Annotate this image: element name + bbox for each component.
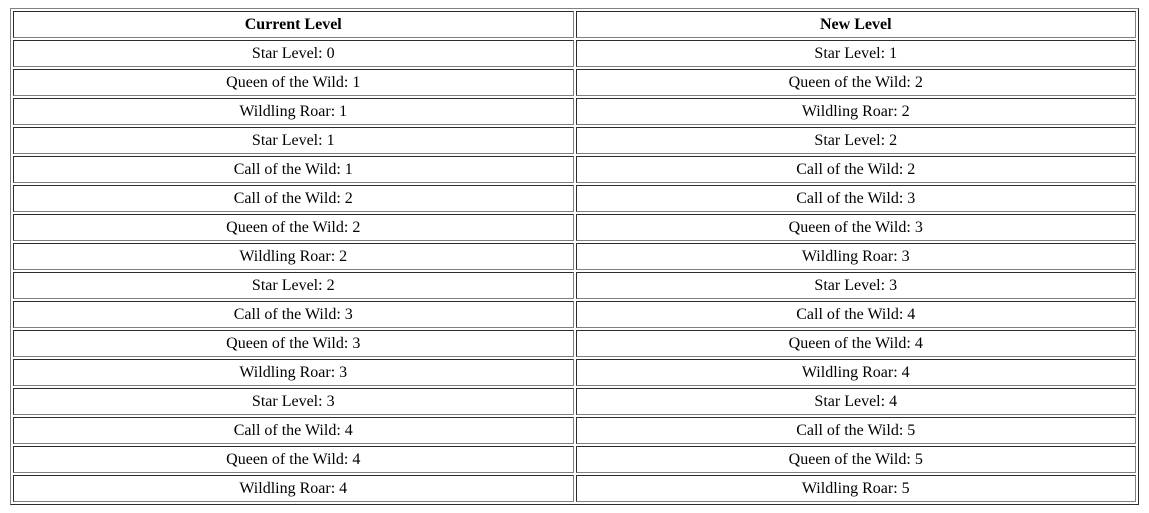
current-level-cell: Queen of the Wild: 1 bbox=[13, 69, 574, 96]
table-row bbox=[13, 185, 1136, 212]
new-level-cell: Call of the Wild: 3 bbox=[576, 185, 1137, 212]
table-row bbox=[13, 98, 1136, 125]
new-level-cell: Queen of the Wild: 4 bbox=[576, 330, 1137, 357]
table-row bbox=[13, 127, 1136, 154]
current-level-cell: Queen of the Wild: 2 bbox=[13, 214, 574, 241]
new-level-cell: Queen of the Wild: 5 bbox=[576, 446, 1137, 473]
current-level-cell: Wildling Roar: 4 bbox=[13, 475, 574, 502]
table-row bbox=[13, 40, 1136, 67]
table-row bbox=[13, 446, 1136, 473]
new-level-cell: Wildling Roar: 5 bbox=[576, 475, 1137, 502]
header-row bbox=[13, 11, 1136, 38]
table-row bbox=[13, 272, 1136, 299]
current-level-cell: Call of the Wild: 4 bbox=[13, 417, 574, 444]
new-level-cell: Call of the Wild: 4 bbox=[576, 301, 1137, 328]
table-row bbox=[13, 359, 1136, 386]
current-level-cell: Call of the Wild: 3 bbox=[13, 301, 574, 328]
level-comparison-table bbox=[10, 8, 1139, 505]
current-level-cell: Star Level: 2 bbox=[13, 272, 574, 299]
current-level-cell: Wildling Roar: 3 bbox=[13, 359, 574, 386]
current-level-cell: Wildling Roar: 2 bbox=[13, 243, 574, 270]
table-row bbox=[13, 417, 1136, 444]
new-level-cell: Wildling Roar: 4 bbox=[576, 359, 1137, 386]
table-row bbox=[13, 156, 1136, 183]
table-row bbox=[13, 69, 1136, 96]
new-level-cell: Star Level: 2 bbox=[576, 127, 1137, 154]
current-level-cell: Wildling Roar: 1 bbox=[13, 98, 574, 125]
current-level-cell: Queen of the Wild: 4 bbox=[13, 446, 574, 473]
current-level-cell: Star Level: 1 bbox=[13, 127, 574, 154]
new-level-cell: Wildling Roar: 3 bbox=[576, 243, 1137, 270]
table-row bbox=[13, 388, 1136, 415]
new-level-cell: Star Level: 4 bbox=[576, 388, 1137, 415]
table-body bbox=[13, 40, 1136, 502]
table-row bbox=[13, 475, 1136, 502]
new-level-cell: Call of the Wild: 2 bbox=[576, 156, 1137, 183]
current-level-cell: Call of the Wild: 2 bbox=[13, 185, 574, 212]
table-header bbox=[13, 11, 1136, 38]
current-level-cell: Star Level: 3 bbox=[13, 388, 574, 415]
new-level-cell: Wildling Roar: 2 bbox=[576, 98, 1137, 125]
table-row bbox=[13, 243, 1136, 270]
table-row bbox=[13, 301, 1136, 328]
current-level-header: Current Level bbox=[13, 11, 574, 38]
table-row bbox=[13, 330, 1136, 357]
new-level-cell: Call of the Wild: 5 bbox=[576, 417, 1137, 444]
table-row bbox=[13, 214, 1136, 241]
current-level-cell: Star Level: 0 bbox=[13, 40, 574, 67]
current-level-cell: Call of the Wild: 1 bbox=[13, 156, 574, 183]
new-level-header: New Level bbox=[576, 11, 1137, 38]
new-level-cell: Star Level: 1 bbox=[576, 40, 1137, 67]
current-level-cell: Queen of the Wild: 3 bbox=[13, 330, 574, 357]
new-level-cell: Queen of the Wild: 2 bbox=[576, 69, 1137, 96]
new-level-cell: Queen of the Wild: 3 bbox=[576, 214, 1137, 241]
new-level-cell: Star Level: 3 bbox=[576, 272, 1137, 299]
